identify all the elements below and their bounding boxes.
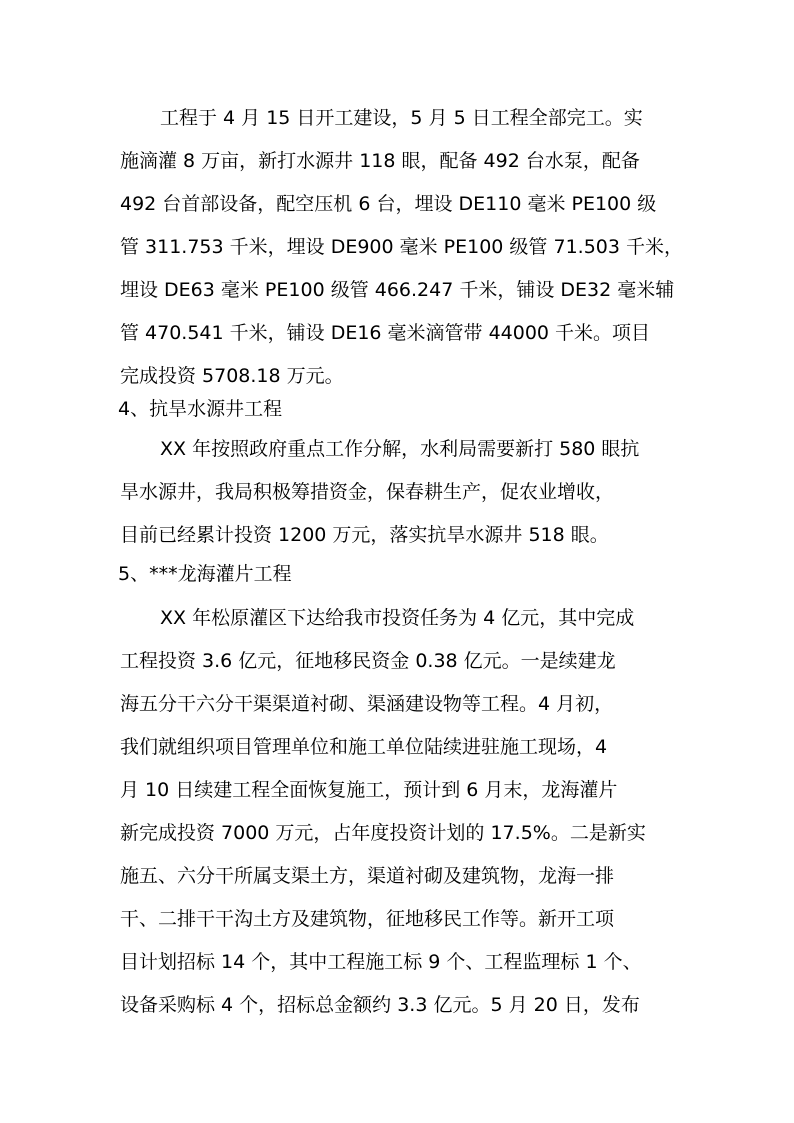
paragraph-line: 我们就组织项目管理单位和施工单位陆续进驻施工现场，4 — [120, 736, 608, 758]
paragraph-line: 旱水源井，我局积极筹措资金，保春耕生产，促农业增收， — [120, 481, 615, 503]
paragraph-line: 目前已经累计投资 1200 万元，落实抗旱水源井 518 眼。 — [120, 524, 609, 546]
paragraph-line: 工程于 4 月 15 日开工建设，5 月 5 日工程全部完工。实 — [160, 107, 643, 129]
paragraph-line: 管 311.753 千米，埋设 DE900 毫米 PE100 级管 71.503 千米， — [120, 236, 683, 258]
paragraph-line: 月 10 日续建工程全面恢复施工，预计到 6 月末，龙海灌片 — [120, 779, 618, 801]
paragraph-line: 工程投资 3.6 亿元，征地移民资金 0.38 亿元。一是续建龙 — [120, 650, 616, 672]
paragraph-line: XX 年按照政府重点工作分解，水利局需要新打 580 眼抗 — [160, 438, 640, 460]
paragraph-line: XX 年松原灌区下达给我市投资任务为 4 亿元，其中完成 — [160, 607, 635, 629]
paragraph-line: 完成投资 5708.18 万元。 — [120, 365, 344, 387]
paragraph-line: 干、二排干干沟土方及建筑物，征地移民工作等。新开工项 — [120, 908, 615, 930]
paragraph-line: 目计划招标 14 个，其中工程施工标 9 个、工程监理标 1 个、 — [120, 951, 642, 973]
paragraph-line: 新完成投资 7000 万元，占年度投资计划的 17.5%。二是新实 — [120, 822, 646, 844]
section-heading: 5、***龙海灌片工程 — [118, 563, 292, 585]
paragraph-line: 施滴灌 8 万亩，新打水源井 118 眼，配备 492 台水泵，配备 — [120, 150, 640, 172]
paragraph-line: 492 台首部设备，配空压机 6 台，埋设 DE110 毫米 PE100 级 — [120, 193, 657, 215]
paragraph-line: 施五、六分干所属支渠土方，渠道衬砌及建筑物，龙海一排 — [120, 865, 615, 887]
paragraph-line: 海五分干六分干渠渠道衬砌、渠涵建设物等工程。4 月初， — [120, 693, 614, 715]
section-heading: 4、抗旱水源井工程 — [118, 398, 283, 420]
paragraph-line: 管 470.541 千米，铺设 DE16 毫米滴管带 44000 千米。项目 — [120, 322, 651, 344]
paragraph-line: 埋设 DE63 毫米 PE100 级管 466.247 千米，铺设 DE32 毫米辅 — [120, 279, 675, 301]
paragraph-line: 设备采购标 4 个，招标总金额约 3.3 亿元。5 月 20 日，发布 — [120, 994, 640, 1016]
